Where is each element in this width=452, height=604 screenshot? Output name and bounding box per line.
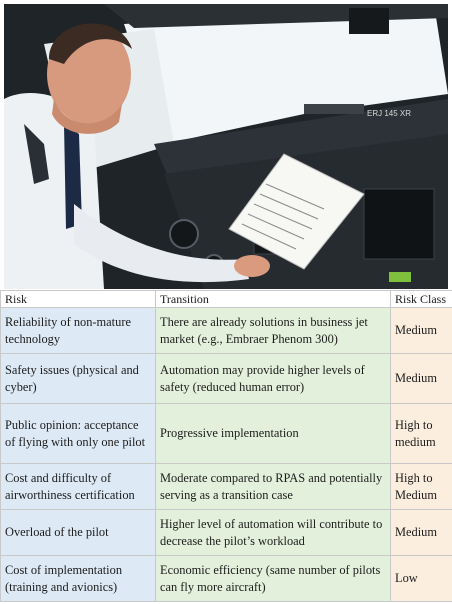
transition-cell: Automation may provide higher levels of safety (reduced human error) <box>156 354 391 404</box>
risk-class-cell: High to medium <box>391 404 452 464</box>
header-transition: Transition <box>156 291 391 308</box>
table-header-row <box>1 291 452 308</box>
transition-cell: There are already solutions in business jet market (e.g., Embraer Phenom 300) <box>156 308 391 354</box>
overhead-panel <box>349 8 389 34</box>
table-row <box>1 510 452 556</box>
risk-class-cell: Low <box>391 556 452 602</box>
risk-table <box>0 290 452 602</box>
table-row <box>1 308 452 354</box>
header-risk: Risk <box>1 291 156 308</box>
aircraft-placard: ERJ 145 XR <box>367 109 412 118</box>
transition-cell: Progressive implementation <box>156 404 391 464</box>
table-row <box>1 464 452 510</box>
transition-cell: Moderate compared to RPAS and potentially serving as a transition case <box>156 464 391 510</box>
display-screen <box>364 189 434 259</box>
table-row <box>1 556 452 602</box>
cockpit-photo <box>4 4 448 289</box>
transition-cell: Higher level of automation will contribute to decrease the pilot’s workload <box>156 510 391 556</box>
risk-cell: Reliability of non-mature technology <box>1 308 156 354</box>
transition-cell: Economic efficiency (same number of pilots can fly more aircraft) <box>156 556 391 602</box>
risk-class-cell: Medium <box>391 510 452 556</box>
risk-cell: Public opinion: acceptance of flying with only one pilot <box>1 404 156 464</box>
risk-class-cell: High to Medium <box>391 464 452 510</box>
table-row <box>1 354 452 404</box>
risk-class-cell: Medium <box>391 308 452 354</box>
table-row <box>1 404 452 464</box>
cockpit-illustration <box>4 4 448 289</box>
risk-cell: Cost and difficulty of airworthiness certification <box>1 464 156 510</box>
risk-class-cell: Medium <box>391 354 452 404</box>
risk-cell: Overload of the pilot <box>1 510 156 556</box>
risk-cell: Cost of implementation (training and avionics) <box>1 556 156 602</box>
header-risk-class: Risk Class <box>391 291 452 308</box>
risk-cell: Safety issues (physical and cyber) <box>1 354 156 404</box>
